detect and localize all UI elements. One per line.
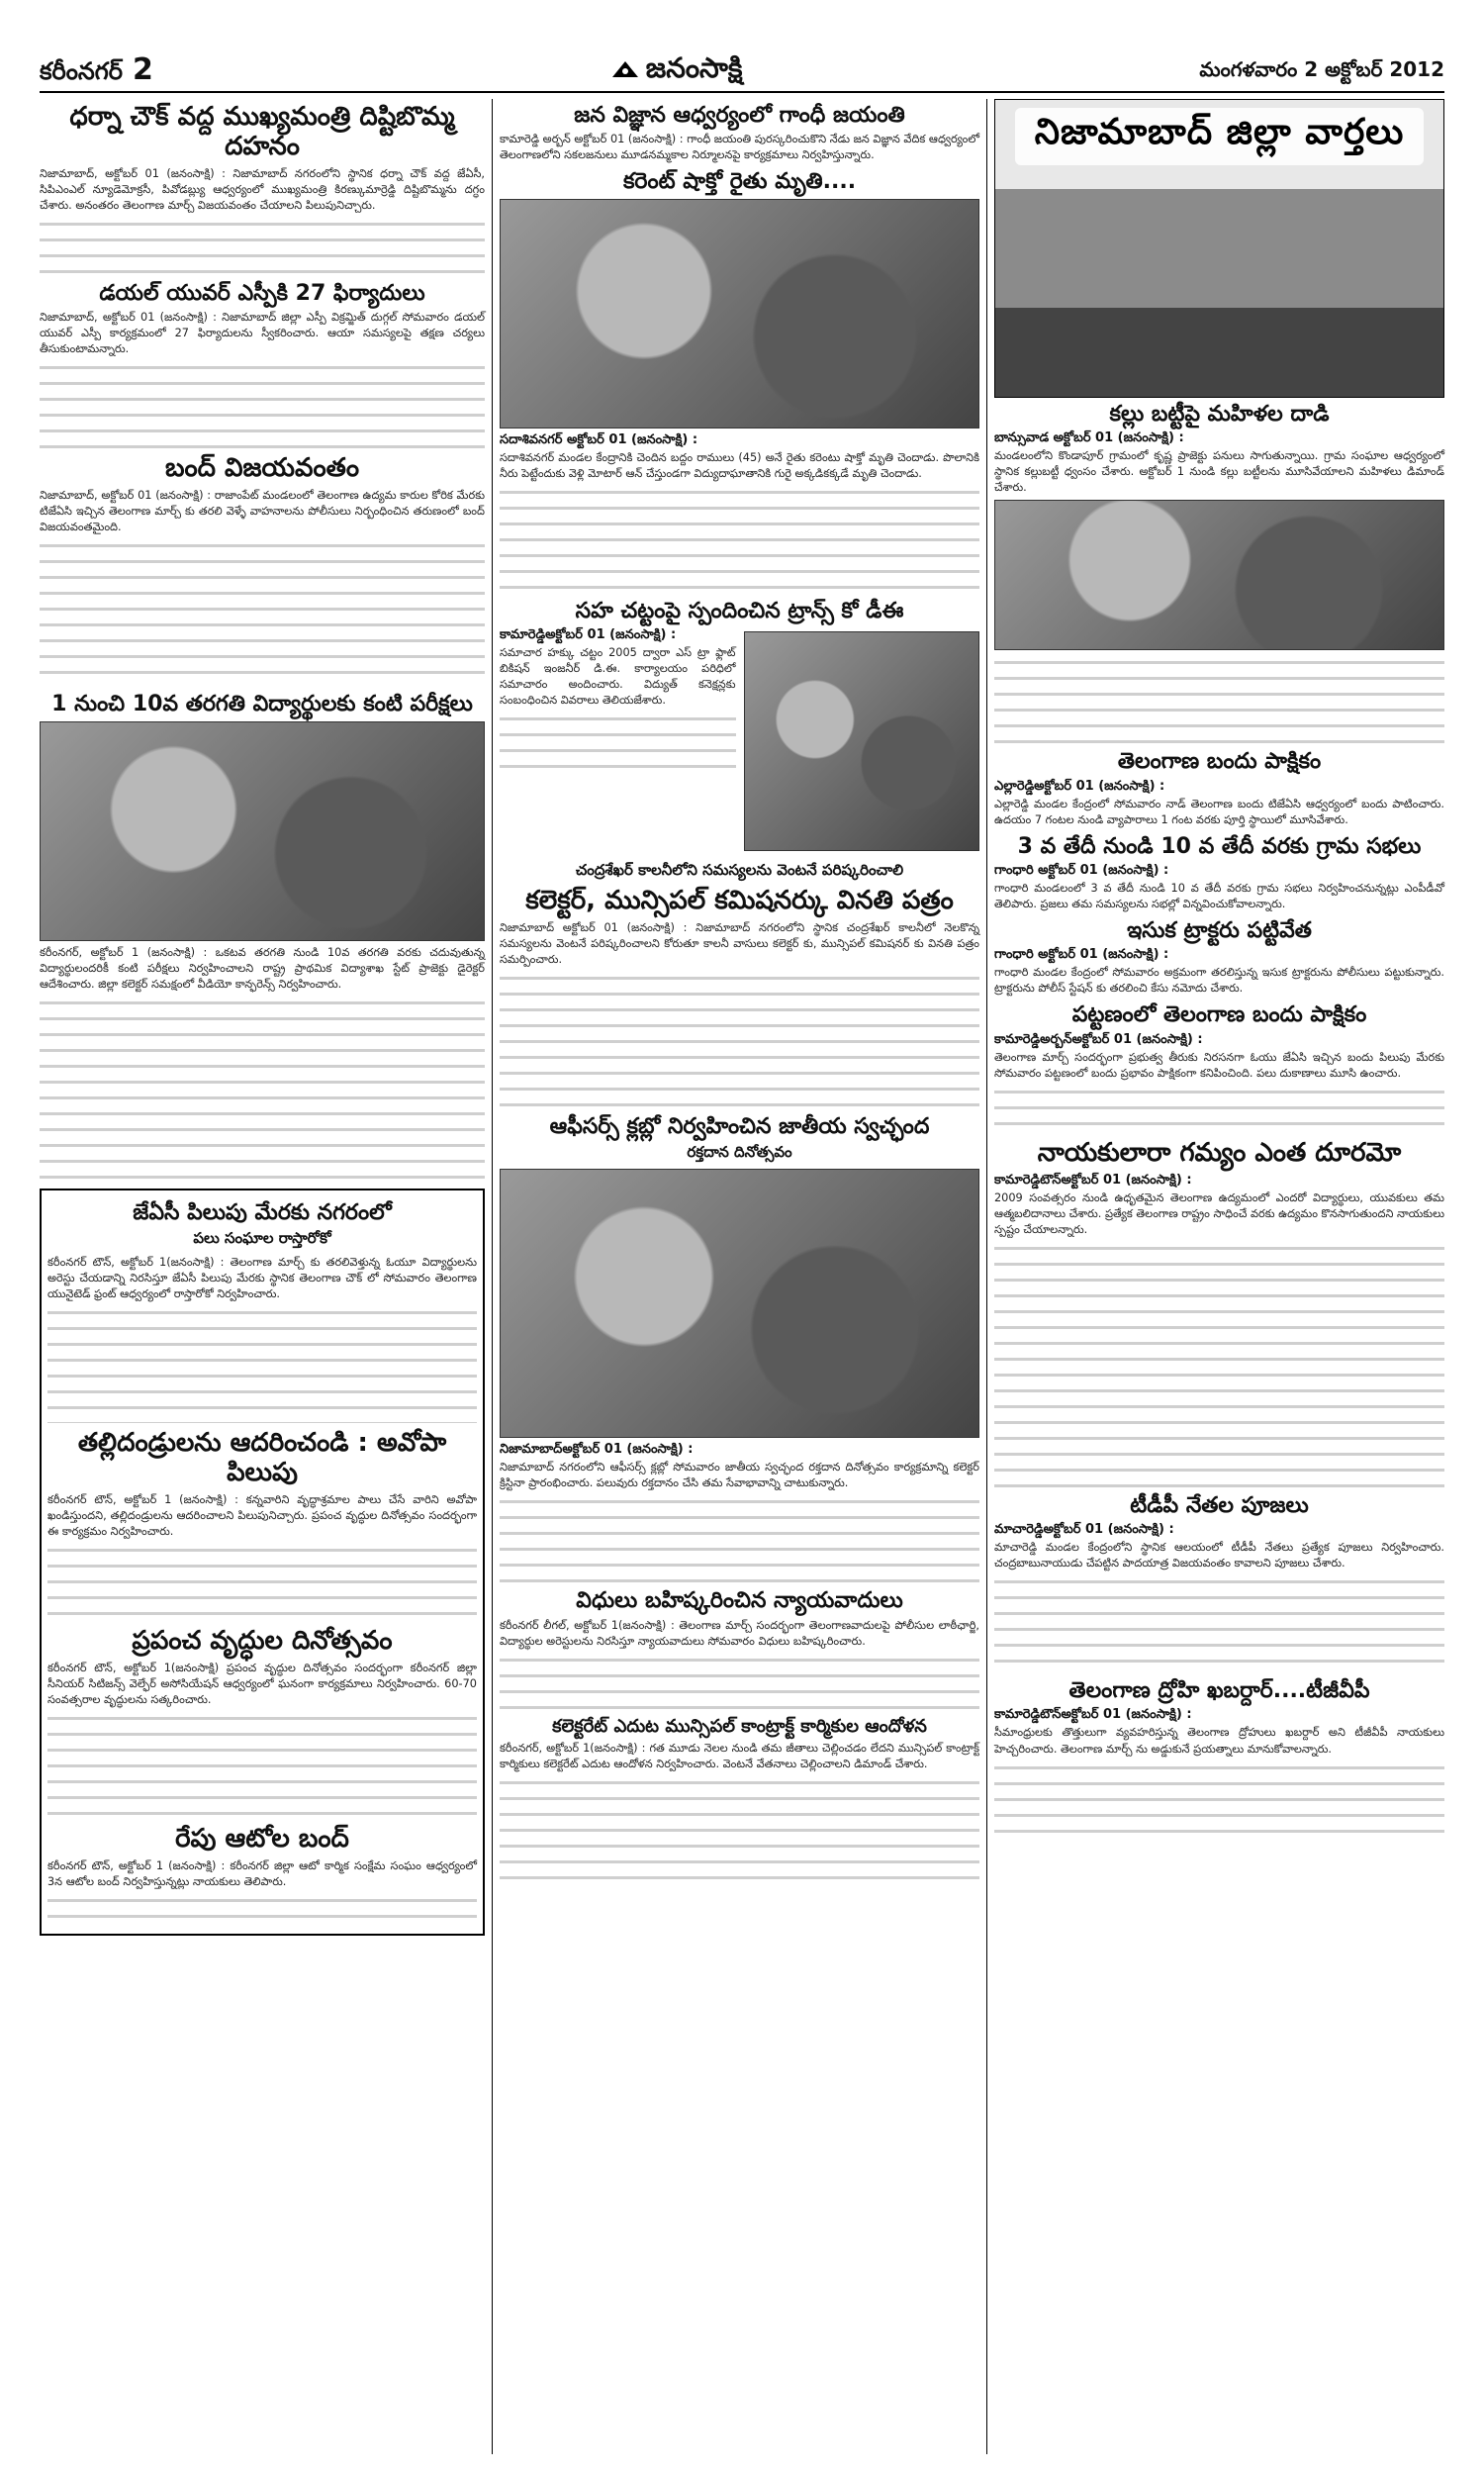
dateline: కామారెడ్డిటౌన్అక్టోబర్ 01 (జనంసాక్షి) : — [994, 1172, 1192, 1188]
text-block — [40, 359, 485, 448]
article — [500, 103, 979, 163]
article-body: కరీంనగర్, అక్టోబర్ 1(జనంసాక్షి) : గత మూడు నెలల నుండి తమ జీతాలు చెల్లించడం లేదని మున్సిపల్ కాంట్రాక్ట్ కార్మికులు కలెక్టరేట్ ఎదుట ఆందోళన నిర్వహించారు. వెంటనే వేతనాలు చెల్లించాలని డిమాండ్ చేశారు. — [500, 1742, 979, 1771]
headline: విధులు బహిష్కరించిన న్యాయవాదులు — [576, 1588, 903, 1614]
article — [500, 1114, 979, 1582]
headline: కల్లు బట్టీపై మహిళల దాడి — [1109, 402, 1330, 427]
article-body: గాంధారి మండలంలో 3 వ తేదీ నుండి 10 వ తేదీ వరకు గ్రామ సభలు నిర్వహించనున్నట్లు ఎంపీడీవో తెలిపారు. ప్రజలు తమ సమస్యలను సభల్లో విన్నవించుకోవాలన్నారు. — [994, 882, 1444, 911]
article — [500, 1717, 979, 1884]
article — [40, 281, 485, 448]
district-news-banner — [994, 99, 1444, 398]
article-body: కరీంనగర్ టౌన్, అక్టోబర్ 1(జనంసాక్షి) ప్రపంచ వృద్ధుల దినోత్సవం సందర్భంగా కరీంనగర్ జిల్లా సీనియర్ సిటిజన్స్ వెల్ఫేర్ అసోసియేషన్ ఆధ్వర్యంలో ఘనంగా కార్యక్రమాలు నిర్వహించారు. 60-70 సంవత్సరాల వృద్ధులను సత్కరించారు. — [47, 1661, 477, 1706]
masthead — [40, 51, 1444, 93]
dateline: గాంధారి అక్టోబర్ 01 (జనంసాక్షి) : — [994, 863, 1169, 879]
article-body: సమాచార హక్కు చట్టం 2005 ద్వారా ఎస్ ట్రా ఫ్లాట్ బికిషన్ ఇంజనీర్ డి.ఈ. కార్యాలయం పరిధిలో సమాచారం అందించారు. విద్యుత్ కనెక్షన్లకు సంబంధించిన వివరాలు తెలియజేశారు. — [500, 646, 736, 708]
dateline: గాంధారి అక్టోబర్ 01 (జనంసాక్షి) : — [994, 947, 1169, 963]
column-divider — [492, 99, 493, 2454]
classroom-photo — [40, 721, 485, 941]
column-divider — [986, 99, 987, 2454]
women-protest-photo — [994, 500, 1444, 650]
text-block — [40, 216, 485, 275]
text-block — [40, 995, 485, 1183]
article — [40, 454, 485, 686]
article-photo-wrap — [744, 627, 980, 855]
dateline: కామారెడ్డిఅర్బన్అక్టోబర్ 01 (జనంసాక్షి) : — [994, 1031, 1203, 1047]
dateline: సదాశివనగర్ అక్టోబర్ 01 (జనంసాక్షి) : — [500, 431, 698, 447]
text-block — [994, 654, 1444, 743]
column-right — [994, 99, 1444, 1845]
headline: 3 వ తేదీ నుండి 10 వ తేదీ వరకు గ్రామ సభలు — [1017, 833, 1422, 859]
dateline: ఎల్లారెడ్డిఅక్టోబర్ 01 (జనంసాక్షి) : — [994, 778, 1165, 794]
text-block — [47, 1892, 477, 1922]
article-body: నిజామాబాద్, అక్టోబర్ 01 (జనంసాక్షి) : నిజామాబాద్ నగరంలోని స్థానిక ధర్నా చౌక్ వద్ద జేఏసీ, సిపిఎంఎల్ న్యూడెమోక్రసీ, పివోడబ్ల్యు ఆధ్వర్యంలో ముఖ్యమంత్రి కిరణ్కుమార్రెడ్డి దిష్టిబొమ్మను దగ్ధం చేశారు. అనంతరం తెలంగాణ మార్చ్ విజయవంతం చేయాలని పిలుపునిచ్చారు. — [40, 166, 485, 212]
dateline: నిజామాబాద్అక్టోబర్ 01 (జనంసాక్షి) : — [500, 1442, 694, 1458]
article-body: మాచారెడ్డి మండల కేంద్రంలోని స్థానిక ఆలయంలో టీడీపీ నేతలు ప్రత్యేక పూజలు నిర్వహించారు. చంద్రబాబునాయుడు చేపట్టిన పాదయాత్ర విజయవంతం కావాలని పూజలు చేశారు. — [994, 1541, 1444, 1570]
article-body: గాంధారి మండల కేంద్రంలో సోమవారం అక్రమంగా తరలిస్తున్న ఇసుక ట్రాక్టరును పోలీసులు పట్టుకున్నారు. ట్రాక్టరును పోలీస్ స్టేషన్ కు తరలించి కేసు నమోదు చేశారు. — [994, 966, 1444, 996]
newspaper-logo — [610, 51, 743, 91]
article-body: ఎల్లారెడ్డి మండల కేంద్రంలో సోమవారం నాడ్ తెలంగాణ బందు టిజేఏసి ఆధ్వర్యంలో బందు పాటించారు. ఉదయం 7 గంటల నుండి వ్యాపారాలు 1 గంట వరకు పూర్తి స్థాయిలో మూసివేశారు. — [994, 797, 1444, 826]
text-block — [40, 537, 485, 686]
headline: తల్లిదండ్రులను ఆదరించండి : అవోపా పిలుపు — [77, 1428, 447, 1487]
article-body: నిజామాబాద్ నగరంలోని ఆఫీసర్స్ క్లబ్లో సోమవారం జాతీయ స్వచ్ఛంద రక్తదాన దినోత్సవం కార్యక్రమాన్ని కలెక్టర్ క్రిస్టినా ప్రారంభించారు. పలువురు రక్తదానం చేసి తమ సేవాభావాన్ని చాటుకున్నారు. — [500, 1461, 979, 1490]
headline: పట్టణంలో తెలంగాణ బందు పాక్షికం — [1071, 1002, 1367, 1028]
text-block — [500, 484, 979, 593]
blood-donation-photo — [500, 1169, 979, 1438]
dateline: కామారెడ్డిటౌన్అక్టోబర్ 01 (జనంసాక్షి) : — [994, 1707, 1192, 1723]
text-block — [500, 1652, 979, 1711]
text-block — [47, 1710, 477, 1819]
column-left — [40, 99, 485, 1936]
headline: డయల్ యువర్ ఎస్పీకి 27 ఫిర్యాదులు — [99, 280, 425, 306]
text-block — [47, 1304, 477, 1423]
text-block — [500, 1493, 979, 1582]
article-body: నిజామాబాద్ అక్టోబర్ 01 (జనంసాక్షి) : నిజామాబాద్ నగరంలోని స్థానిక చంద్రశేఖర్ కాలనీలో నెలకొన్న సమస్యలను వెంటనే పరిష్కరించాలని కోరుతూ కాలనీ వాసులు కలెక్టర్ కు, మున్సిపల్ కమిషనర్ కు వినతి పత్రం సమర్పించారు. — [500, 920, 979, 966]
article — [500, 861, 979, 1108]
page-number: 2 — [133, 51, 153, 87]
article — [40, 692, 485, 1182]
banner-title: నిజామాబాద్ జిల్లా వార్తలు — [1015, 108, 1424, 165]
article — [47, 1200, 477, 1423]
article-body: కరీంనగర్, అక్టోబర్ 1 (జనంసాక్షి) : ఒకటవ తరగతి నుండి 10వ తరగతి వరకు చదువుతున్న విద్యార్థులందరికీ కంటి పరీక్షలు నిర్వహించాలని రాష్ట్ర ప్రాథమిక విద్యాశాఖ స్టేట్ ప్రాజెక్టు డైరెక్టర్ ఆదేశించారు. జిల్లా కలెక్టర్ సమక్షంలో వీడియో కాన్ఫరెన్స్ నిర్వహించారు. — [40, 945, 485, 991]
article-split — [500, 627, 979, 855]
article-body: కరీంనగర్ లీగల్, అక్టోబర్ 1(జనంసాక్షి) : తెలంగాణ మార్చ్ సందర్భంగా తెలంగాణవాదులపై పోలీసుల లాఠీఛార్జి, విద్యార్థుల అరెస్టులను నిరసిస్తూ న్యాయవాదులు సోమవారం విధులు బహిష్కరించారు. — [500, 1618, 979, 1648]
article-body: 2009 సంవత్సరం నుండి ఉధృతమైన తెలంగాణ ఉద్యమంలో ఎందరో విద్యార్థులు, యువకులు తమ ఆత్మబలిదానాలు చేశారు. ప్రత్యేక తెలంగాణ రాష్ట్రం సాధించే వరకు ఉద్యమం కొనసాగుతుందని నాయకులు స్పష్టం చేయాలన్నారు. — [994, 1190, 1444, 1236]
article-body: కరీంనగర్ టౌన్, అక్టోబర్ 1(జనంసాక్షి) : తెలంగాణ మార్చ్ కు తరలివెళ్తున్న ఓయూ విద్యార్థులను అరెస్టు చేయడాన్ని నిరసిస్తూ జేఏసీ పిలుపు మేరకు స్థానిక తెలంగాణ చౌక్ లో సోమవారం తెలంగాణ యునైటెడ్ ఫ్రంట్ ఆధ్వర్యంలో రాస్తారోకో నిర్వహించారు. — [47, 1255, 477, 1300]
article-body: నిజామాబాద్, అక్టోబర్ 01 (జనంసాక్షి) : నిజామాబాద్ జిల్లా ఎస్పీ విక్రమ్జిత్ దుగ్గల్ సోమవారం డయల్ యువర్ ఎస్పీ కార్యక్రమంలో 27 ఫిర్యాదులను స్వీకరించారు. ఆయా సమస్యలపై తక్షణ చర్యలు తీసుకుంటామన్నారు. — [40, 311, 485, 356]
article — [47, 1825, 477, 1922]
article-body: సీమాంధ్రులకు తొత్తులుగా వ్యవహరిస్తున్న తెలంగాణ ద్రోహులు ఖబర్దార్ అని టీజీవీపీ నాయకులు హెచ్చరించారు. తెలంగాణ మార్చ్ ను అడ్డుకునే ప్రయత్నాలు మానుకోవాలన్నారు. — [994, 1726, 1444, 1756]
headline: కలెక్టర్, మున్సిపల్ కమిషనర్కు వినతి పత్రం — [525, 886, 954, 916]
article — [994, 918, 1444, 997]
issue-date: మంగళవారం 2 అక్టోబర్ 2012 — [1199, 56, 1444, 81]
headline: కరెంట్ షాక్తో రైతు మృతి.... — [622, 169, 857, 195]
article — [994, 1678, 1444, 1838]
article — [500, 599, 979, 855]
dateline: బాన్సువాడ అక్టోబర్ 01 (జనంసాక్షి) : — [994, 430, 1184, 446]
subheadline: పలు సంఘాల రాస్తారోకో — [193, 1228, 331, 1247]
headline: ప్రపంచ వృద్ధుల దినోత్సవం — [132, 1625, 393, 1656]
headline: టీడీపీ నేతల పూజలు — [1130, 1492, 1309, 1518]
article — [994, 834, 1444, 912]
edition-name: కరీంనగర్ — [40, 56, 123, 85]
logo-icon — [610, 55, 640, 88]
article — [994, 402, 1444, 743]
headline: ధర్నా చౌక్ వద్ద ముఖ్యమంత్రి దిష్టిబొమ్మ దహనం — [69, 102, 455, 161]
logo-text: జనంసాక్షి — [645, 51, 743, 84]
article-body: సదాశివనగర్ మండల కేంద్రానికి చెందిన బద్దం రాములు (45) అనే రైతు కరెంటు షాక్తో మృతి చెందాడు. పొలానికి నీరు పెట్టేందుకు వెళ్లి మోటార్ ఆన్ చేస్తుండగా విద్యుదాఘాతానికి గురై అక్కడికక్కడే మృతి చెందాడు. — [500, 450, 979, 480]
headline: జేఏసీ పిలుపు మేరకు నగరంలో — [133, 1199, 392, 1225]
text-block — [994, 1240, 1444, 1487]
dateline: మాచారెడ్డిఅక్టోబర్ 01 (జనంసాక్షి) : — [994, 1522, 1174, 1538]
kicker: చంద్రశేఖర్ కాలనీలోని సమస్యలను వెంటనే పరిష్కరించాలి — [575, 861, 904, 880]
headline: రేపు ఆటోల బంద్ — [175, 1823, 349, 1854]
article — [47, 1627, 477, 1819]
article — [994, 1493, 1444, 1672]
edition-label — [40, 52, 153, 91]
article — [47, 1429, 477, 1621]
headline: జన విజ్ఞాన ఆధ్వర్యంలో గాంధీ జయంతి — [574, 103, 905, 128]
article — [500, 169, 979, 592]
headline: 1 నుంచి 10వ తరగతి విద్యార్థులకు కంటి పరీక్షలు — [51, 692, 473, 717]
text-block — [500, 1774, 979, 1883]
headline: తెలంగాణ బందు పాక్షికం — [1117, 749, 1322, 775]
article-body: నిజామాబాద్, అక్టోబర్ 01 (జనంసాక్షి) : రాజాంపేట్ మండలంలో తెలంగాణ ఉద్యమ కారుల కోరిక మేరకు టిజేఏసి ఇచ్చిన తెలంగాణ మార్చ్ కు తరలి వెళ్ళే వాహనాలను పోలీసులు నిర్బంధించిన తరుణంలో బంద్ విజయవంతమైంది. — [40, 489, 485, 534]
article — [500, 1588, 979, 1710]
text-block — [994, 1084, 1444, 1133]
subheadline: రక్తదాన దినోత్సవం — [687, 1143, 792, 1162]
headline: కలెక్టరేట్ ఎదుట మున్సిపల్ కాంట్రాక్ట్ కార్మికుల ఆందోళన — [552, 1715, 927, 1737]
meeting-photo — [744, 631, 980, 851]
boxed-section — [40, 1189, 485, 1936]
headline: ఆఫీసర్స్ క్లబ్లో నిర్వహించిన జాతీయ స్వచ్ఛంద — [549, 1114, 930, 1139]
article — [40, 103, 485, 275]
text-block — [47, 1542, 477, 1621]
headline: నాయకులారా గమ్యం ఎంత దూరమో — [1037, 1137, 1402, 1168]
headline: బంద్ విజయవంతం — [164, 453, 360, 484]
article — [994, 1139, 1444, 1487]
article-body: మండలంలోని కొండాపూర్ గ్రామంలో కృష్ణ ప్రాజెక్టు పనులు సాగుతున్నాయి. గ్రామ సంఘాల ఆధ్వర్యంలో స్థానిక కల్లుబట్టీ ధ్వంసం చేశారు. అక్టోబర్ 1 నుండి కల్లు బట్టీలను మూసివేయాలని మహిళలు డిమాండ్ చేశారు. — [994, 449, 1444, 495]
article-text — [500, 627, 736, 855]
article-body: కామారెడ్డి అర్బన్ అక్టోబర్ 01 (జనంసాక్షి) : గాంధీ జయంతి పురస్కరించుకొని నేడు జన విజ్ఞాన వేదిక ఆధ్వర్యంలో తెలంగాణలోని సకలజనులు మూడనమ్మకాల నిర్మూలనపై కార్యక్రమాలు నిర్వహిస్తున్నారు. — [500, 133, 979, 162]
dateline: కామారెడ్డిఅక్టోబర్ 01 (జనంసాక్షి) : — [500, 627, 677, 643]
article-body: కరీంనగర్ టౌన్, అక్టోబర్ 1 (జనంసాక్షి) : కన్నవారిని వృద్ధాశ్రమాల పాలు చేసే వారిని అవోపా ఖండిస్తుందని, తల్లిదండ్రులను ఆదరించాలని పిలుపునిచ్చారు. ప్రపంచ వృద్ధుల దినోత్సవం సందర్భంగా ఈ కార్యక్రమం నిర్వహించారు. — [47, 1492, 477, 1538]
text-block — [994, 1760, 1444, 1839]
article-body: తెలంగాణ మార్చ్ సందర్భంగా ప్రభుత్వ తీరుకు నిరసనగా ఓయు జేఏసి ఇచ్చిన బందు పిలుపు మేరకు సోమవారం పట్టణంలో బందు ప్రభావం పాక్షికంగా కనిపించింది. పలు దుకాణాలు మూసి ఉంచారు. — [994, 1050, 1444, 1080]
article-body: కరీంనగర్ టౌన్, అక్టోబర్ 1 (జనంసాక్షి) : కరీంనగర్ జిల్లా ఆటో కార్మిక సంక్షేమ సంఘం ఆధ్వర్యంలో 3న ఆటోల బంద్ నిర్వహిస్తున్నట్లు నాయకులు తెలిపారు. — [47, 1858, 477, 1888]
headline: ఇసుక ట్రాక్టరు పట్టివేత — [1127, 918, 1312, 944]
farmer-photo — [500, 199, 979, 428]
text-block — [994, 1573, 1444, 1672]
article — [994, 749, 1444, 827]
text-block — [500, 711, 736, 780]
headline: తెలంగాణ ద్రోహి ఖబర్దార్....టీజీవీపీ — [1068, 1678, 1370, 1704]
text-block — [500, 970, 979, 1108]
headline: సహ చట్టంపై స్పందించిన ట్రాన్స్ కో డీఈ — [575, 598, 904, 623]
article — [994, 1002, 1444, 1132]
column-center — [500, 99, 979, 1889]
